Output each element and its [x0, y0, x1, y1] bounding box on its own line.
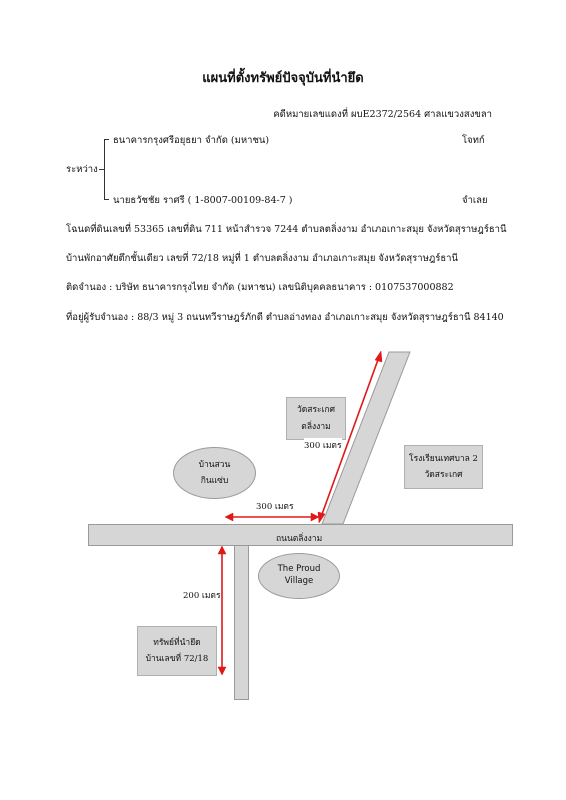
defendant-role: จำเลย — [462, 195, 488, 206]
diagonal-arrow-head-top — [375, 351, 382, 362]
document-title: แผนที่ตั้งทรัพย์ปัจจุบันที่นำยึด — [202, 71, 364, 86]
line-house: บ้านพักอาศัยตึกชั้นเดียว เลขที่ 72/18 หมู่ที่ 1 ตำบลตลิ่งงาม อำเภอเกาะสมุย จังหวัดสุราษฎร์ธานี — [66, 253, 458, 264]
restaurant-name: บ้านสวน — [198, 459, 231, 470]
plaintiff-name: ธนาคารกรุงศรีอยุธยา จำกัด (มหาชน) — [113, 135, 270, 146]
between-label: ระหว่าง — [66, 164, 98, 175]
plaintiff-role: โจทก์ — [462, 135, 485, 146]
property-label: ทรัพย์ที่นำยึด — [153, 637, 201, 648]
proud-village-name-2: Village — [284, 576, 314, 586]
vertical-arrow-head-bottom — [218, 667, 226, 675]
vertical-distance-label: 200 เมตร — [183, 588, 221, 602]
restaurant-name-2: กินแซ่บ — [200, 476, 229, 486]
defendant-name: นายธวัชชัย ราศรี ( 1-8007-00109-84-7 ) — [113, 195, 293, 206]
horizontal-distance-label: 300 เมตร — [256, 499, 294, 513]
case-number: คดีหมายเลขแดงที่ ผบE2372/2564 ศาลแขวงสงขลา — [273, 109, 492, 120]
diagonal-arrow-head-bottom — [318, 512, 325, 523]
property-house-number: บ้านเลขที่ 72/18 — [145, 654, 209, 664]
diagonal-distance-arrow — [321, 357, 379, 517]
vertical-arrow-head-top — [218, 546, 226, 554]
road-name-label: ถนนตลิ่งงาม — [276, 534, 323, 544]
temple-location: ตลิ่งงาม — [301, 421, 331, 432]
temple-name: วัดสระเกศ — [296, 405, 336, 416]
proud-village-name: The Proud — [277, 564, 321, 575]
horizontal-arrow-head-right — [311, 513, 319, 521]
line-mortgage: ติดจำนอง : บริษัท ธนาคารกรุงไทย จำกัด (มหาชน) เลขนิติบุคคลธนาคาร : 0107537000882 — [66, 282, 454, 293]
school-location: วัดสระเกศ — [424, 470, 463, 480]
diagonal-distance-label: 300 เมตร — [304, 438, 342, 452]
horizontal-arrow-head-left — [225, 513, 233, 521]
line-address: ที่อยู่ผู้รับจำนอง : 88/3 หมู่ 3 ถนนทวีราษฎร์ภักดี ตำบลอ่างทอง อำเภอเกาะสมุย จังหวัดสุราษฎร์ธานี 84140 — [66, 312, 504, 323]
line-deed: โฉนดที่ดินเลขที่ 53365 เลขที่ดิน 711 หน้าสำรวจ 7244 ตำบลตลิ่งงาม อำเภอเกาะสมุย จังหวัดสุราษฎร์ธานี — [66, 224, 507, 235]
school-name: โรงเรียนเทศบาล 2 — [409, 453, 478, 464]
